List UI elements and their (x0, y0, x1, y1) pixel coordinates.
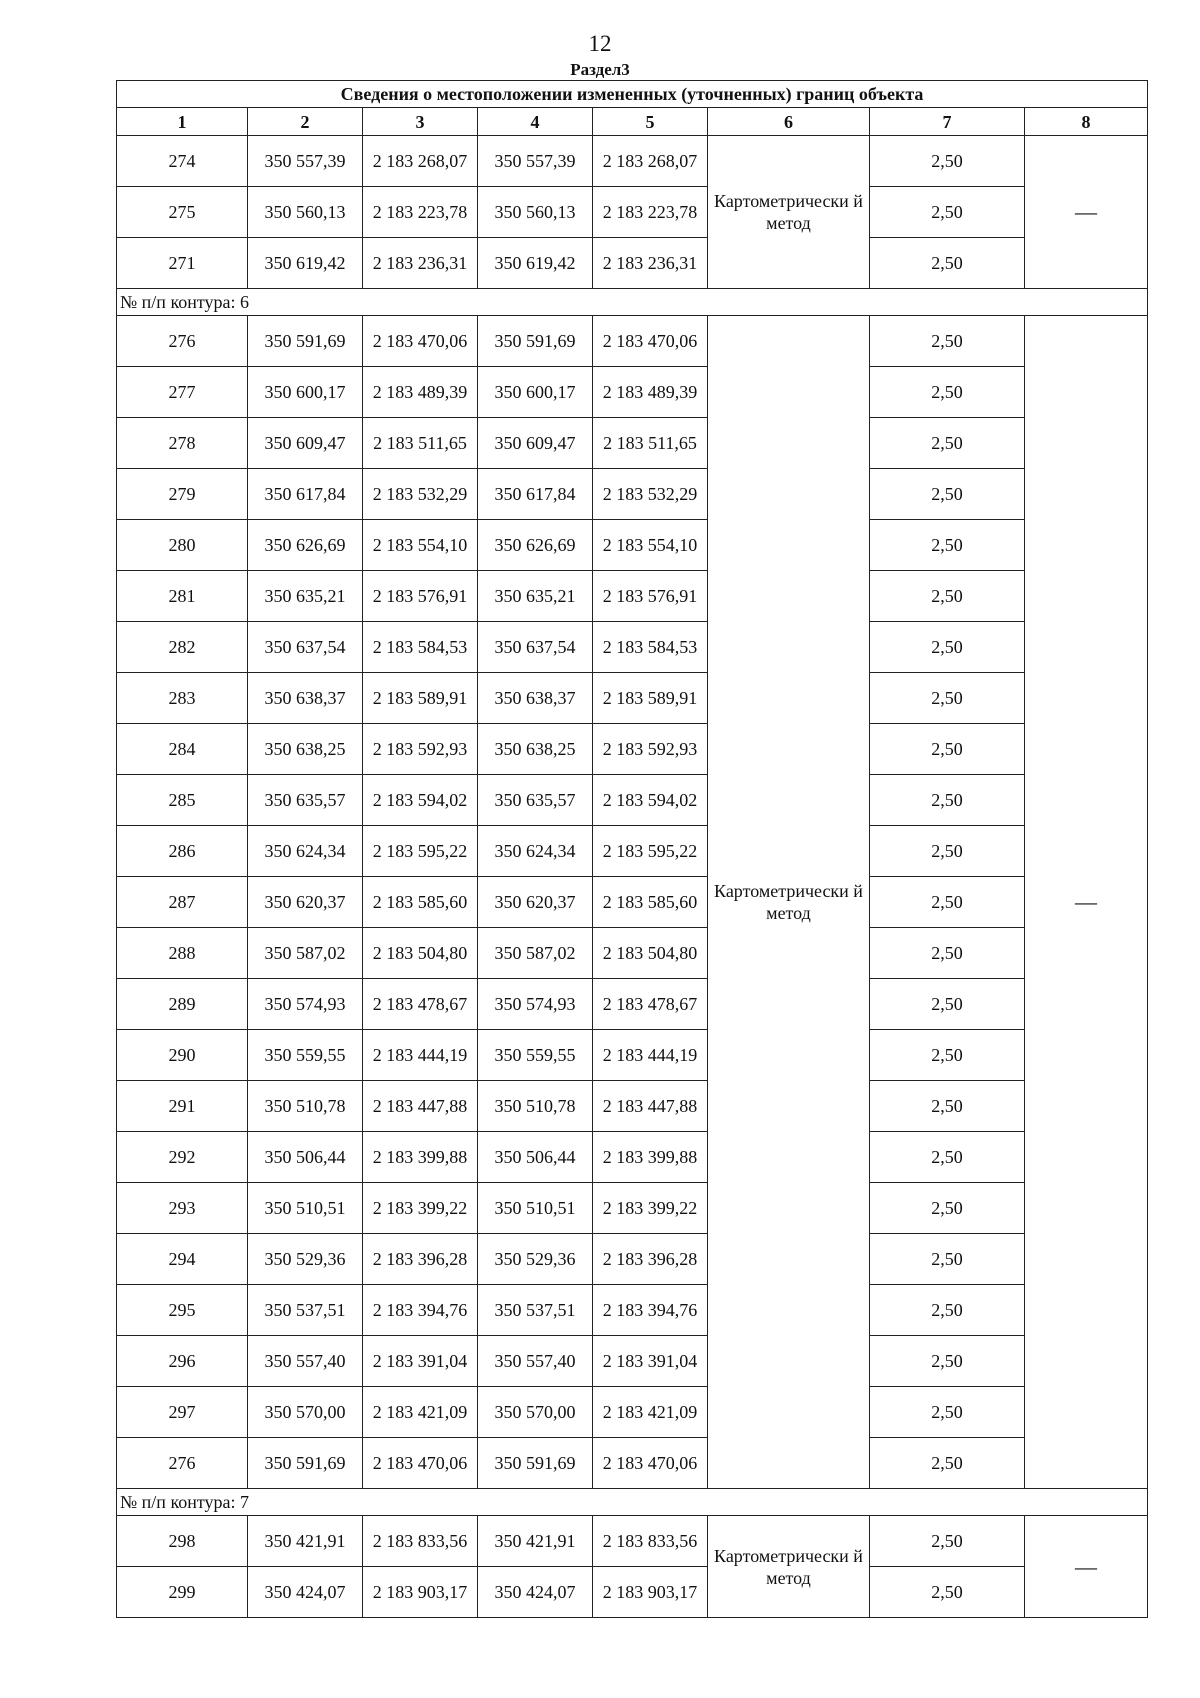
table-row (117, 1567, 1148, 1618)
x-new-cell: 350 617,84 (478, 469, 593, 520)
x-existing-cell: 350 635,21 (248, 571, 363, 622)
y-new-cell: 2 183 447,88 (593, 1081, 708, 1132)
accuracy-cell: 2,50 (870, 1234, 1025, 1285)
x-new-cell: 350 638,25 (478, 724, 593, 775)
point-number-cell: 279 (117, 469, 248, 520)
table-row (117, 1336, 1148, 1387)
point-number-cell: 282 (117, 622, 248, 673)
table-row (117, 1183, 1148, 1234)
table-row (117, 1030, 1148, 1081)
point-number-cell: 290 (117, 1030, 248, 1081)
y-new-cell: 2 183 478,67 (593, 979, 708, 1030)
x-new-cell: 350 626,69 (478, 520, 593, 571)
x-existing-cell: 350 587,02 (248, 928, 363, 979)
point-number-cell: 274 (117, 136, 248, 187)
x-new-cell: 350 557,40 (478, 1336, 593, 1387)
point-number-cell: 295 (117, 1285, 248, 1336)
column-number: 5 (593, 108, 708, 136)
accuracy-cell: 2,50 (870, 928, 1025, 979)
y-new-cell: 2 183 554,10 (593, 520, 708, 571)
contour-label: № п/п контура: 7 (117, 1489, 1148, 1516)
accuracy-cell: 2,50 (870, 469, 1025, 520)
accuracy-cell: 2,50 (870, 1132, 1025, 1183)
x-new-cell: 350 635,21 (478, 571, 593, 622)
table-row (117, 238, 1148, 289)
column-number: 2 (248, 108, 363, 136)
accuracy-cell: 2,50 (870, 136, 1025, 187)
point-number-cell: 286 (117, 826, 248, 877)
table-row (117, 1438, 1148, 1489)
accuracy-cell: 2,50 (870, 316, 1025, 367)
table-row (117, 1285, 1148, 1336)
x-existing-cell: 350 510,51 (248, 1183, 363, 1234)
y-new-cell: 2 183 396,28 (593, 1234, 708, 1285)
x-new-cell: 350 637,54 (478, 622, 593, 673)
point-number-cell: 278 (117, 418, 248, 469)
x-new-cell: 350 624,34 (478, 826, 593, 877)
y-new-cell: 2 183 223,78 (593, 187, 708, 238)
point-number-cell: 299 (117, 1567, 248, 1618)
x-existing-cell: 350 600,17 (248, 367, 363, 418)
accuracy-cell: 2,50 (870, 238, 1025, 289)
accuracy-cell: 2,50 (870, 187, 1025, 238)
y-existing-cell: 2 183 504,80 (363, 928, 478, 979)
y-existing-cell: 2 183 391,04 (363, 1336, 478, 1387)
accuracy-cell: 2,50 (870, 418, 1025, 469)
accuracy-cell: 2,50 (870, 1030, 1025, 1081)
y-new-cell: 2 183 595,22 (593, 826, 708, 877)
point-number-cell: 289 (117, 979, 248, 1030)
method-cell: Картометрически й метод (708, 1516, 870, 1618)
point-number-cell: 275 (117, 187, 248, 238)
accuracy-cell: 2,50 (870, 673, 1025, 724)
table-row (117, 826, 1148, 877)
y-new-cell: 2 183 833,56 (593, 1516, 708, 1567)
column-number-row (117, 108, 1148, 136)
x-existing-cell: 350 421,91 (248, 1516, 363, 1567)
y-existing-cell: 2 183 594,02 (363, 775, 478, 826)
x-new-cell: 350 609,47 (478, 418, 593, 469)
column-number: 6 (708, 108, 870, 136)
x-new-cell: 350 635,57 (478, 775, 593, 826)
table-caption: Сведения о местоположении измененных (уточненных) границ объекта (117, 81, 1148, 108)
table-row (117, 979, 1148, 1030)
y-new-cell: 2 183 903,17 (593, 1567, 708, 1618)
y-new-cell: 2 183 470,06 (593, 316, 708, 367)
table-caption-row (117, 81, 1148, 108)
x-existing-cell: 350 620,37 (248, 877, 363, 928)
y-new-cell: 2 183 394,76 (593, 1285, 708, 1336)
y-new-cell: 2 183 421,09 (593, 1387, 708, 1438)
point-number-cell: 276 (117, 1438, 248, 1489)
y-new-cell: 2 183 576,91 (593, 571, 708, 622)
accuracy-cell: 2,50 (870, 1336, 1025, 1387)
x-existing-cell: 350 560,13 (248, 187, 363, 238)
x-existing-cell: 350 424,07 (248, 1567, 363, 1618)
x-existing-cell: 350 570,00 (248, 1387, 363, 1438)
table-row (117, 1387, 1148, 1438)
accuracy-cell: 2,50 (870, 571, 1025, 622)
y-new-cell: 2 183 589,91 (593, 673, 708, 724)
point-number-cell: 298 (117, 1516, 248, 1567)
point-number-cell: 284 (117, 724, 248, 775)
x-new-cell: 350 510,78 (478, 1081, 593, 1132)
y-existing-cell: 2 183 532,29 (363, 469, 478, 520)
table-row (117, 571, 1148, 622)
contour-header-row (117, 289, 1148, 316)
x-new-cell: 350 421,91 (478, 1516, 593, 1567)
column-number: 1 (117, 108, 248, 136)
y-new-cell: 2 183 594,02 (593, 775, 708, 826)
x-new-cell: 350 587,02 (478, 928, 593, 979)
accuracy-cell: 2,50 (870, 826, 1025, 877)
x-existing-cell: 350 638,37 (248, 673, 363, 724)
table-row (117, 1516, 1148, 1567)
x-existing-cell: 350 537,51 (248, 1285, 363, 1336)
accuracy-cell: 2,50 (870, 1285, 1025, 1336)
x-existing-cell: 350 557,40 (248, 1336, 363, 1387)
x-existing-cell: 350 617,84 (248, 469, 363, 520)
y-existing-cell: 2 183 511,65 (363, 418, 478, 469)
point-number-cell: 293 (117, 1183, 248, 1234)
accuracy-cell: 2,50 (870, 775, 1025, 826)
y-existing-cell: 2 183 478,67 (363, 979, 478, 1030)
x-existing-cell: 350 557,39 (248, 136, 363, 187)
x-new-cell: 350 574,93 (478, 979, 593, 1030)
x-existing-cell: 350 506,44 (248, 1132, 363, 1183)
y-existing-cell: 2 183 223,78 (363, 187, 478, 238)
y-new-cell: 2 183 504,80 (593, 928, 708, 979)
table-row (117, 136, 1148, 187)
table-row (117, 622, 1148, 673)
x-existing-cell: 350 529,36 (248, 1234, 363, 1285)
table-row (117, 724, 1148, 775)
y-existing-cell: 2 183 394,76 (363, 1285, 478, 1336)
x-new-cell: 350 591,69 (478, 316, 593, 367)
point-number-cell: 287 (117, 877, 248, 928)
x-new-cell: 350 570,00 (478, 1387, 593, 1438)
table-row (117, 1081, 1148, 1132)
point-number-cell: 281 (117, 571, 248, 622)
y-existing-cell: 2 183 421,09 (363, 1387, 478, 1438)
point-number-cell: 276 (117, 316, 248, 367)
table-row (117, 367, 1148, 418)
x-new-cell: 350 559,55 (478, 1030, 593, 1081)
method-cell: Картометрически й метод (708, 136, 870, 289)
accuracy-cell: 2,50 (870, 1438, 1025, 1489)
x-existing-cell: 350 574,93 (248, 979, 363, 1030)
y-existing-cell: 2 183 833,56 (363, 1516, 478, 1567)
point-number-cell: 280 (117, 520, 248, 571)
point-number-cell: 285 (117, 775, 248, 826)
y-new-cell: 2 183 399,22 (593, 1183, 708, 1234)
y-existing-cell: 2 183 444,19 (363, 1030, 478, 1081)
column-number: 8 (1025, 108, 1148, 136)
y-new-cell: 2 183 470,06 (593, 1438, 708, 1489)
x-new-cell: 350 619,42 (478, 238, 593, 289)
x-new-cell: 350 506,44 (478, 1132, 593, 1183)
y-existing-cell: 2 183 399,88 (363, 1132, 478, 1183)
y-existing-cell: 2 183 399,22 (363, 1183, 478, 1234)
table-row (117, 520, 1148, 571)
point-number-cell: 294 (117, 1234, 248, 1285)
y-new-cell: 2 183 236,31 (593, 238, 708, 289)
y-new-cell: 2 183 391,04 (593, 1336, 708, 1387)
accuracy-cell: 2,50 (870, 1183, 1025, 1234)
x-new-cell: 350 424,07 (478, 1567, 593, 1618)
point-number-cell: 283 (117, 673, 248, 724)
table-row (117, 418, 1148, 469)
table-row (117, 775, 1148, 826)
contour-label: № п/п контура: 6 (117, 289, 1148, 316)
page-number: 12 (588, 31, 612, 56)
x-new-cell: 350 537,51 (478, 1285, 593, 1336)
y-existing-cell: 2 183 592,93 (363, 724, 478, 775)
point-number-cell: 292 (117, 1132, 248, 1183)
x-new-cell: 350 591,69 (478, 1438, 593, 1489)
coordinates-table (116, 80, 1148, 1618)
table-row (117, 469, 1148, 520)
accuracy-cell: 2,50 (870, 724, 1025, 775)
x-new-cell: 350 620,37 (478, 877, 593, 928)
point-number-cell: 297 (117, 1387, 248, 1438)
accuracy-cell: 2,50 (870, 1516, 1025, 1567)
y-existing-cell: 2 183 470,06 (363, 1438, 478, 1489)
y-new-cell: 2 183 399,88 (593, 1132, 708, 1183)
table-row (117, 877, 1148, 928)
point-number-cell: 288 (117, 928, 248, 979)
y-new-cell: 2 183 592,93 (593, 724, 708, 775)
accuracy-cell: 2,50 (870, 622, 1025, 673)
x-existing-cell: 350 638,25 (248, 724, 363, 775)
x-existing-cell: 350 624,34 (248, 826, 363, 877)
y-new-cell: 2 183 584,53 (593, 622, 708, 673)
table-body (117, 81, 1148, 1618)
y-new-cell: 2 183 585,60 (593, 877, 708, 928)
accuracy-cell: 2,50 (870, 1387, 1025, 1438)
accuracy-cell: 2,50 (870, 979, 1025, 1030)
table-row (117, 187, 1148, 238)
y-existing-cell: 2 183 489,39 (363, 367, 478, 418)
y-existing-cell: 2 183 268,07 (363, 136, 478, 187)
x-existing-cell: 350 635,57 (248, 775, 363, 826)
column-number: 3 (363, 108, 478, 136)
x-new-cell: 350 557,39 (478, 136, 593, 187)
x-existing-cell: 350 559,55 (248, 1030, 363, 1081)
y-existing-cell: 2 183 903,17 (363, 1567, 478, 1618)
accuracy-cell: 2,50 (870, 877, 1025, 928)
x-existing-cell: 350 591,69 (248, 1438, 363, 1489)
point-number-cell: 271 (117, 238, 248, 289)
point-number-cell: 277 (117, 367, 248, 418)
x-new-cell: 350 529,36 (478, 1234, 593, 1285)
table-row (117, 1132, 1148, 1183)
y-existing-cell: 2 183 447,88 (363, 1081, 478, 1132)
x-existing-cell: 350 619,42 (248, 238, 363, 289)
y-new-cell: 2 183 511,65 (593, 418, 708, 469)
y-new-cell: 2 183 444,19 (593, 1030, 708, 1081)
table-row (117, 673, 1148, 724)
y-existing-cell: 2 183 595,22 (363, 826, 478, 877)
y-existing-cell: 2 183 236,31 (363, 238, 478, 289)
accuracy-cell: 2,50 (870, 520, 1025, 571)
x-new-cell: 350 510,51 (478, 1183, 593, 1234)
x-new-cell: 350 560,13 (478, 187, 593, 238)
table-row (117, 316, 1148, 367)
accuracy-cell: 2,50 (870, 367, 1025, 418)
accuracy-cell: 2,50 (870, 1567, 1025, 1618)
table-row (117, 928, 1148, 979)
column-number: 4 (478, 108, 593, 136)
column-number: 7 (870, 108, 1025, 136)
x-existing-cell: 350 609,47 (248, 418, 363, 469)
x-existing-cell: 350 637,54 (248, 622, 363, 673)
contour-header-row (117, 1489, 1148, 1516)
y-existing-cell: 2 183 554,10 (363, 520, 478, 571)
y-existing-cell: 2 183 576,91 (363, 571, 478, 622)
y-existing-cell: 2 183 470,06 (363, 316, 478, 367)
y-existing-cell: 2 183 585,60 (363, 877, 478, 928)
point-number-cell: 291 (117, 1081, 248, 1132)
dash-cell: — (1025, 316, 1148, 1489)
y-new-cell: 2 183 489,39 (593, 367, 708, 418)
x-new-cell: 350 600,17 (478, 367, 593, 418)
x-new-cell: 350 638,37 (478, 673, 593, 724)
x-existing-cell: 350 510,78 (248, 1081, 363, 1132)
section-title: Раздел3 (570, 60, 630, 79)
y-existing-cell: 2 183 396,28 (363, 1234, 478, 1285)
x-existing-cell: 350 591,69 (248, 316, 363, 367)
point-number-cell: 296 (117, 1336, 248, 1387)
accuracy-cell: 2,50 (870, 1081, 1025, 1132)
dash-cell: — (1025, 136, 1148, 289)
y-existing-cell: 2 183 589,91 (363, 673, 478, 724)
y-existing-cell: 2 183 584,53 (363, 622, 478, 673)
y-new-cell: 2 183 268,07 (593, 136, 708, 187)
method-cell: Картометрически й метод (708, 316, 870, 1489)
table-row (117, 1234, 1148, 1285)
dash-cell: — (1025, 1516, 1148, 1618)
y-new-cell: 2 183 532,29 (593, 469, 708, 520)
x-existing-cell: 350 626,69 (248, 520, 363, 571)
